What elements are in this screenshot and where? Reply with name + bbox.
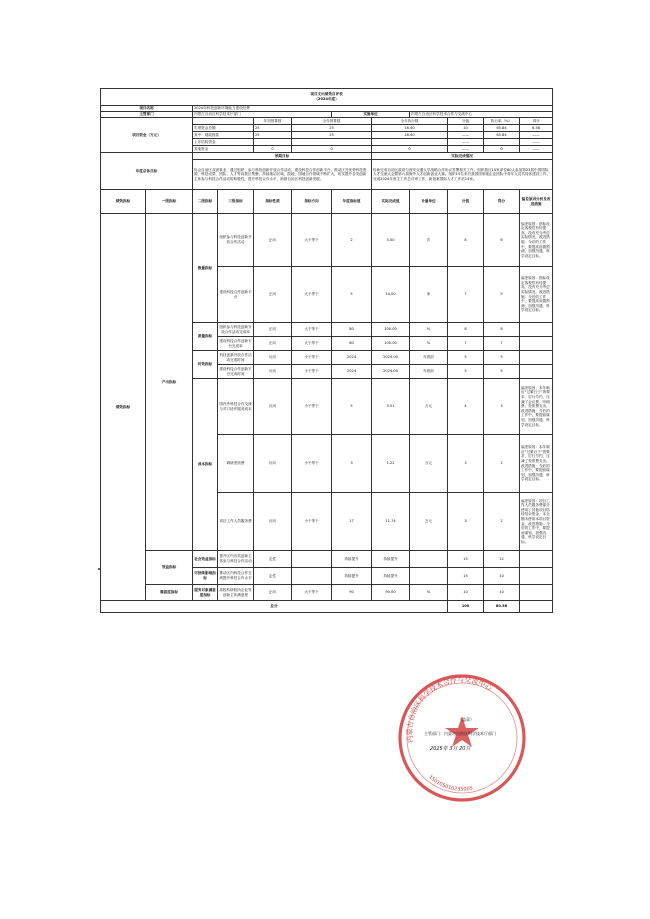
indicator-score: 2 — [484, 435, 520, 493]
indicator-nature: 反向 — [254, 493, 292, 551]
indicator-direction: 大于等于 — [292, 214, 332, 267]
funds-cell: —— — [448, 132, 484, 139]
funds-cell: 0 — [292, 146, 372, 153]
indicator-target: 2024 — [332, 351, 372, 365]
funds-row-label: 其他资金 — [193, 146, 254, 153]
indicator-score: 8 — [484, 323, 520, 337]
funds-cell: 10 — [448, 125, 484, 132]
indicator-actual: 3.00 — [372, 214, 410, 267]
indicator-direction: 小于等于 — [292, 493, 332, 551]
indicator-score: 12 — [484, 551, 520, 568]
funds-header: 全年预算数 — [292, 118, 372, 125]
stamp-dept-line: 主管部门：内蒙古自治区科学技术厅部门 — [424, 731, 496, 736]
indicator-unit: 年底前 — [410, 351, 448, 365]
indicator-score: 5 — [484, 365, 520, 379]
indicator-score: 10 — [484, 568, 520, 585]
column-header: 偏差原因分析及改进措施 — [520, 190, 553, 214]
column-header: 二级指标 — [193, 190, 218, 214]
indicator-nature: 定性 — [254, 568, 292, 585]
indicator-direction — [292, 568, 332, 585]
indicator-direction: 大于等于 — [292, 337, 332, 351]
indicator-note: 偏差原因：本年响应“过紧日子”的要求，厉行节约，压减了会议费、印刷费、差旅费支出。改进措施：今后的工作中，要提前谋划，加强沟通，科学设定目标。 — [520, 379, 553, 435]
column-header: 得分 — [484, 190, 520, 214]
title-text: 项目支出绩效自评表 — [310, 92, 343, 97]
funds-cell: 0 — [254, 146, 292, 153]
indicator-score: 5 — [484, 351, 520, 365]
funds-cell: 0 — [372, 146, 448, 153]
funds-cell: 6.58 — [520, 125, 553, 132]
indicator-unit: 家 — [410, 267, 448, 323]
indicator-name: 组织参与科技创新开放合作活动完成率 — [218, 323, 254, 337]
indicator-name: 科技创新开放合作活动完成时间 — [218, 351, 254, 365]
quantity-group-label: 数量指标 — [193, 214, 218, 323]
indicator-score-max: 4 — [448, 379, 484, 435]
indicator-actual: 2024.00 — [372, 351, 410, 365]
indicator-note — [520, 337, 553, 351]
funds-cell: 25 — [254, 125, 292, 132]
dept-value: 内蒙古自治区科学技术厅部门 — [193, 112, 332, 118]
indicator-unit: 万元 — [410, 379, 448, 435]
indicator-target: 持续提升 — [332, 551, 372, 568]
indicator-note — [520, 551, 553, 568]
dept-label: 主管部门 — [101, 112, 193, 118]
indicator-target: 2 — [332, 214, 372, 267]
indicator-nature: 正向 — [254, 214, 292, 267]
indicator-target: 5 — [332, 379, 372, 435]
indicator-score: 5 — [484, 267, 520, 323]
funds-header: 执行率（%） — [484, 118, 520, 125]
funds-cell: 25 — [292, 125, 372, 132]
indicator-unit: 次 — [410, 214, 448, 267]
seal-number: 150105010235005 — [427, 774, 474, 793]
funds-header: 分值 — [448, 118, 484, 125]
indicator-score: 3 — [484, 379, 520, 435]
indicator-note: 偏差原因：项目工作人员服务费部分使用了其他项目结转结余资金，本全额未使用本项目资金。改进措施：今后的工作中，要提前谋划，加强沟通，科学设定目标。 — [520, 493, 553, 551]
total-score: 80.58 — [484, 601, 520, 613]
total-row — [101, 601, 553, 613]
expected-goal-text: 协会自治区双创事业，通过组织、参与科技创新开放合作活动，建设科技合作创新平台，推动区外优势科技资源、科技成果、团队、人才等向我区集聚，持续推动区域、院地、国地合作领域不断扩大，切实提升各类创新主体参与科技合作活动的积极性，提升科技合作水平，助推自治区科技创新发展。 — [193, 160, 372, 190]
column-header: 指标性质 — [254, 190, 292, 214]
indicator-name: 项目工作人员服务费 — [218, 493, 254, 551]
indicator-score-max: 3 — [448, 493, 484, 551]
funds-cell: —— — [520, 139, 553, 146]
indicator-nature: 反向 — [254, 365, 292, 379]
funds-cell: 25 — [254, 132, 292, 139]
indicator-row — [101, 551, 553, 568]
impl-value: 内蒙古自治区科学技术合作与交流中心 — [410, 112, 553, 118]
service-group-label: 服务对象满意度指标 — [193, 585, 218, 601]
cost-group-label: 成本指标 — [193, 379, 218, 551]
funds-header: 全年执行数 — [372, 118, 448, 125]
indicator-actual: 1.22 — [372, 435, 410, 493]
margin-dot — [98, 568, 100, 570]
official-seal — [392, 668, 532, 808]
total-label: 总分 — [101, 601, 448, 613]
funds-cell: —— — [520, 146, 553, 153]
indicator-header-row — [101, 190, 553, 214]
time-group-label: 时效指标 — [193, 351, 218, 379]
indicator-note: 偏差原因：本年响应“过紧日子”的要求，厉行节约，压减了差旅费支出。改进措施：今后的工作中，要提前谋划，加强沟通，科学设定目标。 — [520, 435, 553, 493]
indicator-name: 调研差旅费 — [218, 435, 254, 493]
funds-row-label: 年度资金总额 — [193, 125, 254, 132]
indicator-direction: 大于等于 — [292, 585, 332, 601]
indicator-target: 90 — [332, 585, 372, 601]
funds-cell — [292, 139, 372, 146]
indicator-unit — [410, 551, 448, 568]
indicator-note — [520, 351, 553, 365]
indicator-score-max: 5 — [448, 351, 484, 365]
table-title — [101, 89, 553, 106]
indicator-score-max: 7 — [448, 267, 484, 323]
indicator-score-max: 3 — [448, 435, 484, 493]
column-header: 实际完成值 — [372, 190, 410, 214]
indicator-unit: % — [410, 323, 448, 337]
indicator-actual: 11.74 — [372, 493, 410, 551]
indicator-target: 持续提升 — [332, 568, 372, 585]
funds-cell: —— — [448, 146, 484, 153]
indicator-score-max: 15 — [448, 568, 484, 585]
satisfaction-indicator-label: 满意度指标 — [146, 585, 193, 601]
impl-label: 实施单位 — [332, 112, 410, 118]
indicator-name: 推动区内科技合作交流提升科技合作水平 — [218, 568, 254, 585]
column-header: 年度指标值 — [332, 190, 372, 214]
funds-cell: 0 — [484, 146, 520, 153]
evaluation-sheet — [100, 88, 552, 663]
column-header: 计量单位 — [410, 190, 448, 214]
expected-goal-header: 预期目标 — [193, 153, 372, 160]
total-max: 100 — [448, 601, 484, 613]
project-name-value: 2024年科技创新环境能力建设经费 — [193, 106, 553, 112]
indicator-score-max: 7 — [448, 337, 484, 351]
funds-row-label: 上年结转资金 — [193, 139, 254, 146]
indicator-actual: 100.00 — [372, 337, 410, 351]
indicator-unit — [410, 568, 448, 585]
indicator-note: 偏差原因：指标设定客观性有待提高，没有充分考虑实际情况。改进措施：今后的工作中，要提高前置预测，加强沟通，科学设定目标。 — [520, 267, 553, 323]
indicator-direction — [292, 551, 332, 568]
funds-cell: 65.84 — [484, 125, 520, 132]
actual-result-header: 实际完成情况 — [372, 153, 553, 160]
column-header: 一级指标 — [146, 190, 193, 214]
indicator-name: 国内外科技合作交流与对口协作服务成本 — [218, 379, 254, 435]
funds-cell — [484, 139, 520, 146]
output-indicator-label: 产出指标 — [146, 214, 193, 551]
goals-label: 年度总体目标 — [101, 153, 193, 190]
quality-group-label: 质量指标 — [193, 323, 218, 351]
indicator-target: 5 — [332, 267, 372, 323]
indicator-target: 80 — [332, 323, 372, 337]
indicator-direction: 小于等于 — [292, 379, 332, 435]
indicator-name: 建设科技合作创新平台完成率 — [218, 337, 254, 351]
funds-cell: 16.40 — [372, 125, 448, 132]
indicator-score-max: 8 — [448, 323, 484, 337]
indicator-score-max: 8 — [448, 214, 484, 267]
indicator-actual: 3.51 — [372, 379, 410, 435]
evaluation-table — [100, 88, 553, 613]
indicator-direction: 小于等于 — [292, 351, 332, 365]
indicator-direction: 大于等于 — [292, 323, 332, 337]
subtitle-text: （2024年度） — [314, 97, 339, 101]
indicator-name: 组织参与科技创新开放合作活动 — [218, 214, 254, 267]
indicator-note — [520, 365, 553, 379]
indicator-row — [101, 214, 553, 267]
perf-indicator-label: 绩效指标 — [101, 214, 146, 601]
funds-label: 项目资金（万元） — [101, 118, 193, 153]
indicator-actual: 90.00 — [372, 585, 410, 601]
indicator-direction: 大于等于 — [292, 267, 332, 323]
indicator-direction: 小于等于 — [292, 365, 332, 379]
funds-cell: 65.84 — [484, 132, 520, 139]
indicator-direction: 小于等于 — [292, 435, 332, 493]
funds-cell: —— — [520, 132, 553, 139]
indicator-name: 建设科技合作创新平台 — [218, 267, 254, 323]
indicator-nature: 定性 — [254, 551, 292, 568]
stamp-label: （盖章） — [458, 717, 474, 722]
actual-result-text: 协助完成自治区政府与西安交通大学战略合作协议签署相关工作。组织我区10家单位80人参加第23届中国国际人才交流大会暨第六届海外人才创新创业大赛。组织10名来自我国国家级企业团队中青年人员共同体建设工作，完成2024年度主工作总评审工作，新备案国际人才工作站14家。 — [372, 160, 553, 190]
funds-cell: 25 — [292, 132, 372, 139]
indicator-nature: 正向 — [254, 267, 292, 323]
indicator-unit: 万元 — [410, 493, 448, 551]
indicator-actual: 2024.00 — [372, 365, 410, 379]
indicator-target: 17 — [332, 493, 372, 551]
funds-header: 得分 — [520, 118, 553, 125]
indicator-score-max: 15 — [448, 551, 484, 568]
funds-cell — [372, 139, 448, 146]
benefit-indicator-label: 效益指标 — [146, 551, 193, 585]
indicator-nature: 正向 — [254, 337, 292, 351]
indicator-target: 3 — [332, 435, 372, 493]
funds-cell — [254, 139, 292, 146]
stamp-block — [400, 717, 520, 736]
indicator-note — [520, 568, 553, 585]
indicator-nature: 反向 — [254, 435, 292, 493]
sustain-group-label: 可持续影响指标 — [193, 568, 218, 585]
indicator-score: 2 — [484, 493, 520, 551]
indicator-note: 偏差原因：指标设定客观性有待提高，没有充分考虑实际情况。改进措施：今后的工作中，要提高前置预测，加强沟通，科学设定目标。 — [520, 214, 553, 267]
indicator-nature: 正向 — [254, 585, 292, 601]
indicator-note — [520, 323, 553, 337]
social-group-label: 社会效益指标 — [193, 551, 218, 568]
indicator-note — [520, 585, 553, 601]
indicator-target: 80 — [332, 337, 372, 351]
indicator-unit: % — [410, 337, 448, 351]
column-header: 指标方向 — [292, 190, 332, 214]
indicator-target: 2024 — [332, 365, 372, 379]
indicator-row — [101, 585, 553, 601]
indicator-unit: % — [410, 585, 448, 601]
indicator-score: 10 — [484, 585, 520, 601]
funds-row-label: 其中：财政拨款 — [193, 132, 254, 139]
indicator-actual: 持续提升 — [372, 568, 410, 585]
indicator-score-max: 10 — [448, 585, 484, 601]
indicator-nature: 反向 — [254, 351, 292, 365]
project-name-label: 项目名称 — [101, 106, 193, 112]
funds-cell: 16.40 — [372, 132, 448, 139]
indicator-nature: 反向 — [254, 379, 292, 435]
funds-header: 年初预算数 — [254, 118, 292, 125]
indicator-unit: 万元 — [410, 435, 448, 493]
indicator-name: 提升区内各类创新主体参与科技合作活动 — [218, 551, 254, 568]
column-header: 分值 — [448, 190, 484, 214]
indicator-name: 高校科研院所企业等创新主体满意度 — [218, 585, 254, 601]
indicator-score: 6 — [484, 214, 520, 267]
indicator-name: 建设科技合作创新平台完成时间 — [218, 365, 254, 379]
indicator-score: 7 — [484, 337, 520, 351]
column-header: 绩效指标 — [101, 190, 146, 214]
indicator-actual: 100.00 — [372, 323, 410, 337]
funds-cell: —— — [448, 139, 484, 146]
indicator-nature: 正向 — [254, 323, 292, 337]
column-header: 三级指标 — [218, 190, 254, 214]
indicator-score-max: 5 — [448, 365, 484, 379]
indicator-unit: 年底前 — [410, 365, 448, 379]
stamp-date: 2025年 3月 20日 — [430, 746, 471, 752]
indicator-actual: 持续提升 — [372, 551, 410, 568]
seal-text: 内蒙古自治区科学技术合作与交流中心 — [405, 675, 494, 744]
indicator-actual: 14.00 — [372, 267, 410, 323]
